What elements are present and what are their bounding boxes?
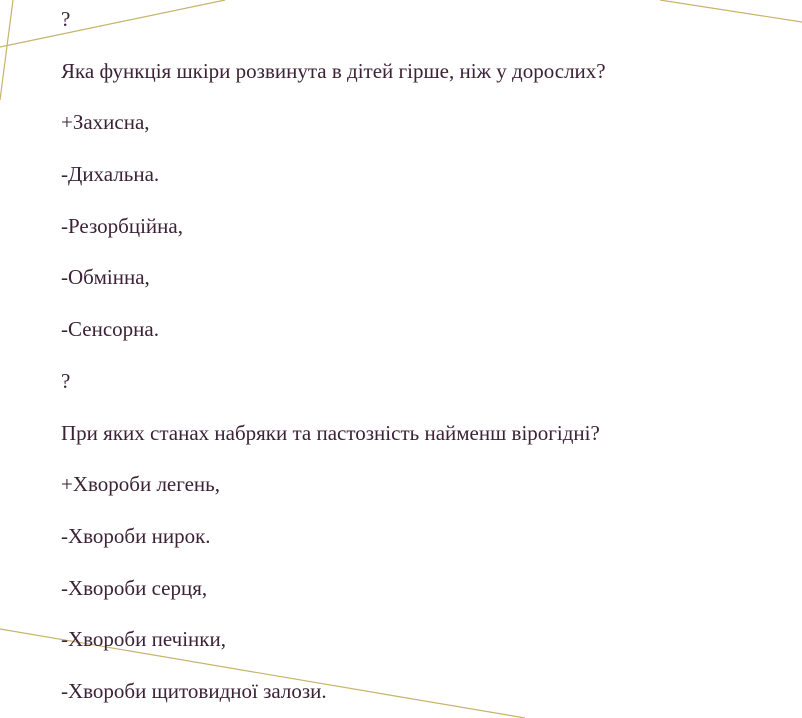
answer-option: -Сенсорна. xyxy=(61,317,159,342)
answer-option: -Хвороби щитовидної залози. xyxy=(61,678,327,703)
question-text: Яка функція шкіри розвинута в дітей гірше, ніж у дорослих? xyxy=(61,58,606,83)
answer-option: -Хвороби нирок. xyxy=(61,523,211,548)
question-text: При яких станах набряки та пастозність найменш вірогідні? xyxy=(61,420,600,445)
answer-option: -Дихальна. xyxy=(61,162,160,187)
answer-option: -Хвороби серця, xyxy=(61,575,208,600)
answer-option: +Захисна, xyxy=(61,110,150,135)
answer-option: +Хвороби легень, xyxy=(61,472,220,497)
question-marker: ? xyxy=(61,368,71,393)
answer-option: -Резорбційна, xyxy=(61,213,183,238)
document-body xyxy=(61,0,606,718)
answer-option: -Хвороби печінки, xyxy=(61,627,226,652)
question-marker: ? xyxy=(61,7,71,31)
answer-option: -Обмінна, xyxy=(61,265,150,290)
